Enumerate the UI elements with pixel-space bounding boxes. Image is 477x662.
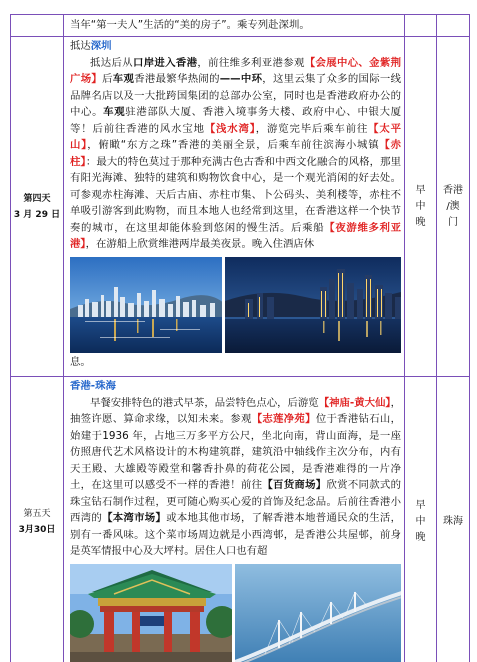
day4-text-segment: 驻港部队大厦、香港入境事务大楼、政府中心、中银大厦等！后前往香港的风水宝地 <box>70 106 402 135</box>
day5-header: 香港-珠海 <box>70 380 116 392</box>
day5-meal-cell <box>405 377 437 662</box>
day4-meal-dinner: 晚 <box>415 216 426 228</box>
day4-content-cell <box>64 37 405 377</box>
day5-label: 第五天 <box>23 509 51 520</box>
victoria-harbour-day-photo <box>70 257 222 353</box>
day4-tail-text: 息。 <box>70 355 91 368</box>
day5-text-segment: 【百货商场】 <box>262 479 327 491</box>
day5-text-segment: ，抽签许愿、算命求缘，以知未来。参观 <box>70 396 401 425</box>
day5-text-segment: 欣赏不同款式的珠宝钻石制作过程，更可随心购买心爱的首饰及纪念品。后前往香港小西湾的 <box>70 479 402 524</box>
day4-text-segment: ，游览完毕后乘车前往 <box>255 122 369 135</box>
day5-text-segment: 【本湾市场】 <box>102 512 167 524</box>
itinerary-table <box>10 14 470 662</box>
day4-city-line3: 门 <box>448 216 458 228</box>
day4-city-line2: /澳 <box>446 200 460 212</box>
day4-text-segment: 【赤柱】 <box>70 139 401 168</box>
day4-text-segment: ，俯瞰“东方之珠”香港的美丽全景，后乘车前往滨海小城镇 <box>87 139 380 151</box>
day4-label: 第四天 <box>23 193 51 204</box>
day5-content-cell <box>64 377 405 662</box>
day5-text-segment: 【神庙-黄大仙】 <box>318 396 391 409</box>
day4-text-segment: 口岸进入香港 <box>132 56 198 69</box>
day4-meal-lunch: 中 <box>415 200 426 212</box>
day4-header-prefix: 抵达 <box>70 40 91 52</box>
day5-text-segment: 或本地其他市场，了解香港本地普通民众的生活，别有一番风味。这个菜市场周边就是小西湾邨，是香港公共屋邨，前身是英军情报中心及大坪村。居住人口也有超 <box>70 512 402 557</box>
day4-city-line1: 香港 <box>443 184 463 196</box>
day4-label-cell <box>11 37 64 377</box>
itinerary-row-prev <box>11 15 470 37</box>
prev-day-tail-text: 当年“第一夫人”生活的“美的房子”。乘专列赴深圳。 <box>70 19 310 31</box>
day4-text-segment: ——中环 <box>219 73 263 85</box>
content-cell-prev <box>64 15 405 37</box>
day5-text-segment: 位于香港钻石山，始建于1936 年，占地三万多平方公尺，坐北向南，背山面海，是一座仿照唐代艺术风格设计的木构建筑群，建筑沿中轴线作主次分布，内有天王殿、大雄殿等殿堂和馨香扑鼻的荷花公园，是香港难得的一片净土，在这里可以感受不一样的香港！前往 <box>70 413 402 491</box>
itinerary-row-day4 <box>11 37 470 377</box>
day4-text-segment: 抵达后从 <box>90 56 133 69</box>
day5-meal-dinner: 晚 <box>415 532 426 544</box>
day4-description <box>70 55 401 253</box>
day4-date: 3 月 29 日 <box>13 209 61 220</box>
day5-meal-breakfast: 早 <box>415 500 426 512</box>
day4-text-segment: 【浅水湾】 <box>204 122 256 135</box>
day4-header-place: 深圳 <box>90 40 112 52</box>
day-cell-empty <box>11 15 64 37</box>
day5-date: 3月30日 <box>18 525 56 536</box>
day4-meal-cell <box>405 37 437 377</box>
wong-tai-sin-temple-photo <box>70 564 232 662</box>
hzm-bridge-photo <box>235 564 401 662</box>
day4-text-segment: 车观 <box>103 106 126 118</box>
day4-text-segment: 【太平山】 <box>70 122 401 151</box>
day5-photo-row <box>70 564 401 662</box>
victoria-harbour-night-photo <box>225 257 401 353</box>
day5-text-segment: 早餐安排特色的港式早茶，品尝特色点心，后游览 <box>90 396 319 409</box>
day4-text-segment: ，这里云集了众多的国际一线品牌名店以及一大批跨国集团的总部办公室，同时也是香港政府办公的中心。 <box>70 73 402 118</box>
day4-text-segment: ，在游船上欣赏维港两岸最美夜景。晚入住酒店休 <box>85 238 315 250</box>
itinerary-row-day5 <box>11 377 470 662</box>
day4-text-segment: 后 <box>102 73 113 85</box>
day5-text-segment: 【志莲净苑】 <box>251 413 316 425</box>
day4-text-segment: ：最大的特色莫过于那种充满古色古香和中西文化融合的风格，那里有阳光海滩、独特的建筑和购物饮食中心，是一个观光消闲的好去处。可参观赤柱海滩、天后古庙、赤柱市集、卜公码头、美利楼等，赤柱不单吸引游客到此购物，而且本地人也经常到这里，在香港这样一个快节奏的城市，在这里却能体验到悠闲的慢生活。后乘船 <box>70 155 401 234</box>
day4-meal-breakfast: 早 <box>415 184 426 196</box>
day4-text-segment: 香港最繁华热闹的 <box>134 73 220 85</box>
day5-city: 珠海 <box>443 516 463 528</box>
meal-cell-empty <box>405 15 437 37</box>
city-cell-empty <box>437 15 470 37</box>
day4-text-segment: ，前往维多利亚港参观 <box>197 56 305 69</box>
day5-label-cell <box>11 377 64 662</box>
day5-description <box>70 395 401 560</box>
day4-city-cell <box>437 37 470 377</box>
day5-meal-lunch: 中 <box>415 516 426 528</box>
day4-text-segment: 【会展中心、金紫荆广场】 <box>70 56 402 85</box>
day4-header <box>70 39 401 55</box>
day5-city-cell <box>437 377 470 662</box>
day4-text-segment: 【夜游维多利亚港】 <box>70 221 402 250</box>
day4-text-segment: 车观 <box>112 73 135 85</box>
day4-photo-row <box>70 257 401 353</box>
